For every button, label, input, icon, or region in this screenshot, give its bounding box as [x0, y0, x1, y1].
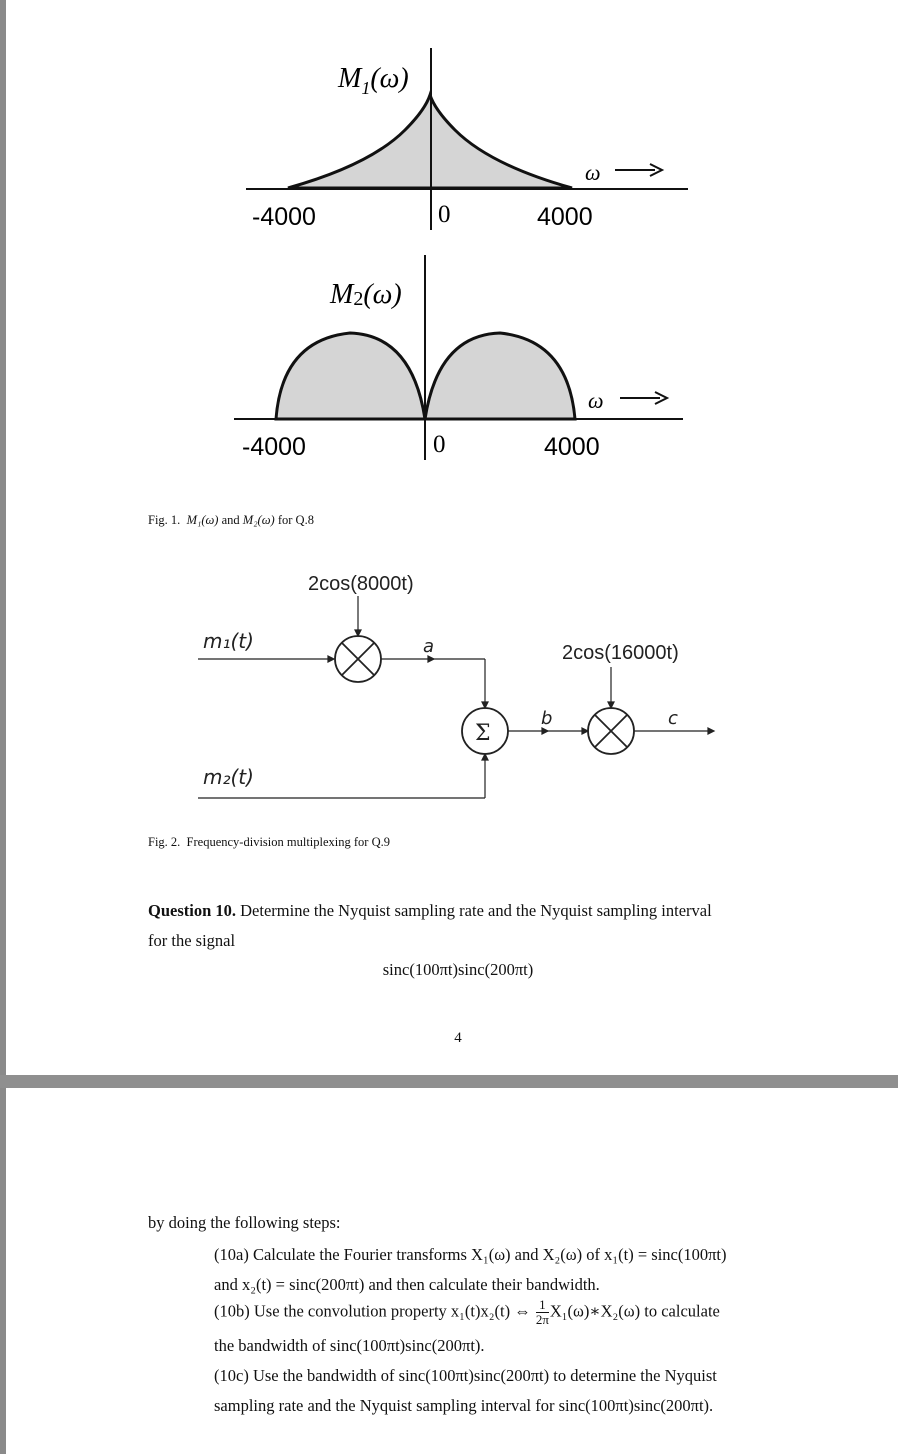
m2-tick-4000: 4000: [544, 433, 600, 461]
m2-omega-label: ω: [588, 388, 604, 413]
page-break: [0, 1075, 898, 1088]
question-10-title: Question 10.: [148, 901, 237, 920]
question-10-equation: sinc(100πt)sinc(200πt): [382, 960, 534, 979]
figure-2-caption: Fig. 2. Frequency-division multiplexing for Q.9: [148, 835, 390, 849]
step-10b-post: X₁(ω)∗X₂(ω) to calculate: [549, 1301, 720, 1321]
figure-1-caption: Fig. 1. M₁(ω) and M₂(ω) for Q.8: [148, 513, 314, 527]
m2-curve-left: [276, 333, 425, 419]
step-10b-line1: [214, 1298, 720, 1327]
m1-tick-neg4000: -4000: [252, 203, 316, 231]
question-10-text: [148, 896, 778, 956]
step-10a-line2: and x₂(t) = sinc(200πt) and then calculate their bandwidth.: [214, 1275, 600, 1294]
step-10a-line1: (10a) Calculate the Fourier transforms X₁(ω) and X₂(ω) of x₁(t) = sinc(100πt): [214, 1245, 727, 1264]
step-10b-line2: the bandwidth of sinc(100πt)sinc(200πt).: [214, 1336, 485, 1355]
m2-tick-neg4000: -4000: [242, 433, 306, 461]
m1-tick-4000: 4000: [537, 203, 593, 231]
carrier-2-label: 2cos(16000t): [562, 642, 679, 664]
sigma-icon: Σ: [475, 721, 491, 746]
m1-tick-0: 0: [438, 201, 451, 228]
m1-plot: [246, 48, 688, 231]
m2-plot: [234, 255, 683, 461]
step-10c-line2: sampling rate and the Nyquist sampling interval for sinc(100πt)sinc(200πt).: [214, 1396, 714, 1415]
step-10b-pre: (10b) Use the convolution property x₁(t)x₂(t) ⇔: [214, 1301, 531, 1321]
m1-label: $M_1(\omega)$: [338, 63, 409, 98]
m1-omega-label: ω: [585, 160, 601, 185]
input-m2-label: m₂(t): [203, 765, 254, 789]
signal-a-label: a: [423, 636, 435, 657]
fdm-diagram: [198, 596, 714, 798]
carrier-1-label: 2cos(8000t): [308, 573, 414, 595]
fraction-1-over-2pi: $\frac{1}{2\pi}$: [535, 1297, 549, 1327]
question-10-line1: Determine the Nyquist sampling rate and the Nyquist sampling interval: [240, 901, 712, 920]
m2-curve-right: [425, 333, 575, 419]
steps-intro: by doing the following steps:: [148, 1213, 341, 1232]
step-10c-line1: (10c) Use the bandwidth of sinc(100πt)sinc(200πt) to determine the Nyquist: [214, 1366, 717, 1385]
signal-b-label: b: [541, 708, 553, 729]
signal-c-label: c: [668, 708, 678, 729]
input-m1-label: m₁(t): [203, 629, 254, 653]
page-number: 4: [454, 1030, 462, 1046]
m2-tick-0: 0: [433, 431, 446, 458]
question-10-line2: for the signal: [148, 931, 236, 950]
m2-label: M2(ω): [330, 279, 402, 310]
